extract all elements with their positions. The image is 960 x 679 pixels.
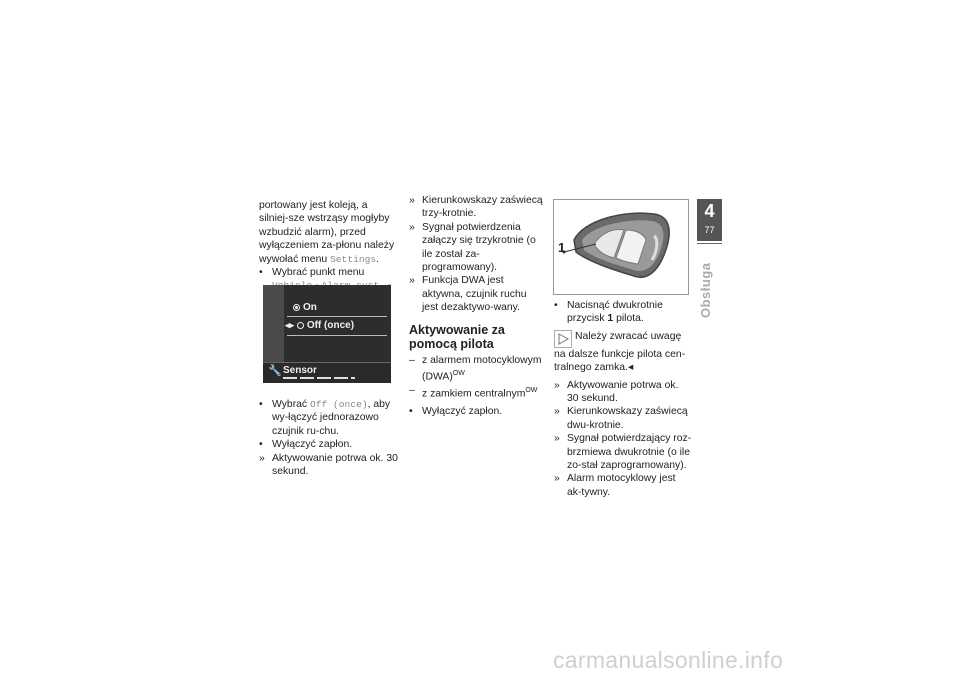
bullet-item: • Wybrać Off (once), aby wy-łączyć jednorazowo czujnik ru-chu.	[259, 399, 391, 437]
result-item: » Kierunkowskazy zaświecą trzy-krotnie.	[409, 195, 543, 220]
bullet-icon: •	[554, 300, 558, 311]
column-2	[409, 194, 545, 418]
dash-icon: –	[409, 384, 415, 396]
bullet-item: • Wybrać punkt menu	[259, 267, 365, 279]
divider	[287, 335, 387, 336]
bullet-icon: •	[259, 399, 263, 410]
arrow-left-right-icon: ◂▸	[285, 320, 295, 330]
bullet-icon: •	[259, 267, 263, 279]
option-off-once: ◂▸ Off (once)	[285, 320, 355, 331]
column-3	[554, 299, 692, 499]
chapter-number: 4	[704, 201, 715, 221]
end-marker-icon: ◂	[627, 362, 634, 374]
result-item: » Sygnał potwierdzenia załączy się trzykrotnie (o ile został za-programowany).	[409, 221, 536, 274]
result-arrow-icon: »	[554, 433, 560, 445]
display-screenshot	[263, 285, 391, 383]
key-fob-illustration	[553, 199, 689, 295]
watermark: carmanualsonline.info	[553, 647, 784, 673]
option-on: On	[293, 302, 317, 313]
result-arrow-icon: »	[554, 406, 560, 418]
dash-item: – z alarmem motocyklowym (DWA)$^{OW}$	[409, 354, 542, 383]
bullet-item: • Wyłączyć zapłon.	[259, 439, 353, 451]
callout-number: 1	[558, 240, 566, 255]
note: Należy zwracać uwagę na dalsze funkcje pilota cen-tralnego zamka.◂	[554, 330, 686, 374]
result-arrow-icon: »	[554, 473, 560, 485]
radio-icon	[297, 322, 304, 329]
result-arrow-icon: »	[409, 221, 415, 233]
result-item: » Kierunkowskazy zaświecą dwu-krotnie.	[554, 406, 688, 431]
dash-icon: –	[409, 354, 415, 366]
dash-item: – z zamkiem centralnym$^{OW}$	[409, 384, 538, 400]
bullet-item: • Nacisnąć dwukrotnie przycisk 1 pilota.	[554, 300, 663, 325]
result-arrow-icon: »	[554, 379, 560, 391]
result-item: » Aktywowanie potrwa ok. 30 sekund.	[259, 452, 398, 478]
divider	[287, 316, 387, 317]
wrench-icon: 🔧	[268, 365, 282, 377]
result-item: » Aktywowanie potrwa ok. 30 sekund.	[554, 379, 679, 405]
radio-selected-icon	[293, 304, 300, 311]
continued-text: portowany jest koleją, a silniej-sze wstrząsy mogłyby wzbudzić alarm), przed wyłączeniem za-płonu należy wywołać menu Settings.	[259, 200, 395, 265]
note-triangle-icon	[554, 330, 572, 348]
footer-label: Sensor	[283, 365, 317, 376]
result-item: » Funkcja DWA jest aktywna, czujnik ruchu jest dezaktywo-wany.	[409, 275, 527, 314]
screen-sidebar	[263, 285, 284, 369]
result-arrow-icon: »	[409, 195, 415, 206]
menu-code: Settings	[330, 253, 377, 265]
bullet-icon: •	[409, 405, 413, 417]
bullet-item: • Wyłączyć zapłon.	[409, 405, 503, 417]
chapter-title: Obsługa	[698, 262, 713, 318]
column-1-lower	[259, 398, 399, 478]
result-arrow-icon: »	[259, 452, 265, 464]
page-number: 77	[704, 225, 715, 235]
bullet-icon: •	[259, 439, 263, 451]
tab-divider	[697, 243, 722, 244]
section-heading: Aktywowanie za pomocą pilota	[409, 322, 505, 351]
result-item: » Sygnał potwierdzający roz-brzmiewa dwukrotnie (o ile zo-stał zaprogramowany).	[554, 433, 692, 472]
footer-dashes	[283, 377, 355, 379]
result-arrow-icon: »	[409, 275, 415, 287]
result-item: » Alarm motocyklowy jest ak-tywny.	[554, 473, 676, 498]
key-fob-image	[554, 200, 688, 294]
